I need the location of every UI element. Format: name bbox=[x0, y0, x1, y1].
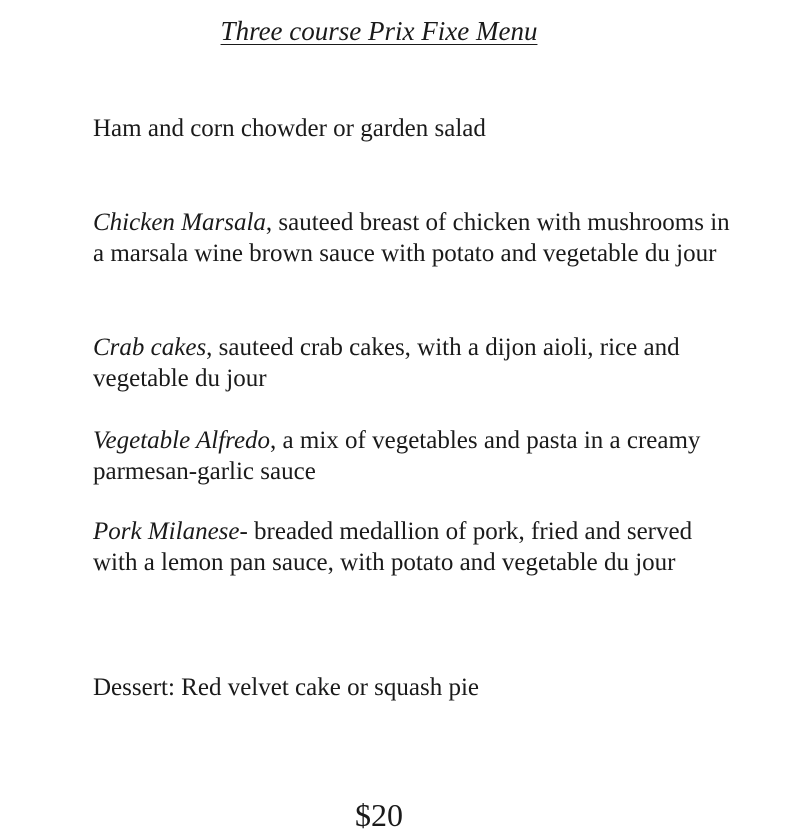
entree-description: - breaded medallion of pork, fried and served with a lemon pan sauce, with potato and vegetable du jour bbox=[93, 518, 693, 576]
entree-description: , sauteed crab cakes, with a dijon aioli, rice and vegetable du jour bbox=[93, 334, 680, 392]
entree-item bbox=[93, 516, 733, 578]
entree-name: Chicken Marsala bbox=[93, 209, 266, 236]
entree-description: , sauteed breast of chicken with mushrooms in a marsala wine brown sauce with potato and vegetable du jour bbox=[93, 209, 730, 267]
entree-name: Vegetable Alfredo bbox=[93, 427, 271, 454]
entree-description: , a mix of vegetables and pasta in a creamy parmesan-garlic sauce bbox=[93, 427, 701, 485]
menu-title: Three course Prix Fixe Menu bbox=[220, 16, 538, 46]
entree-item bbox=[93, 207, 733, 269]
entree-item bbox=[93, 332, 733, 394]
entree-name: Pork Milanese bbox=[93, 518, 240, 545]
starter-course: Ham and corn chowder or garden salad bbox=[93, 115, 486, 142]
entree-item bbox=[93, 425, 733, 487]
dessert-course: Dessert: Red velvet cake or squash pie bbox=[93, 674, 479, 701]
entree-name: Crab cakes bbox=[93, 334, 207, 361]
menu-price: $20 bbox=[355, 797, 403, 833]
